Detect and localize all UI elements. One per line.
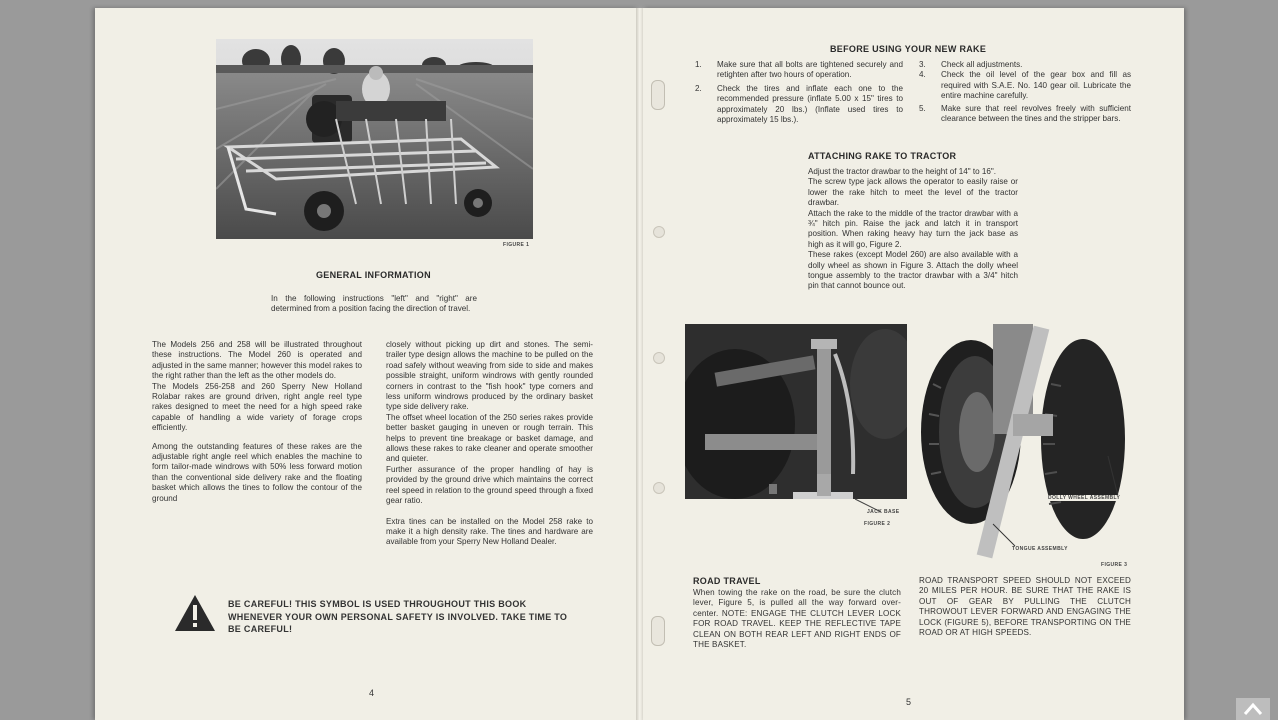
attach-paragraph-4: These rakes (except Model 260) are also available with a dolly wheel as shown in Figure 3. Attach the dolly wheel tongue assembly to the tractor drawbar with a 3/4" hitch pin that cannot bounce out.: [808, 250, 1018, 291]
dolly-wheel-label: DOLLY WHEEL ASSEMBLY: [1048, 495, 1121, 501]
col2-paragraph-3: Further assurance of the proper handling of hay is provided by the ground drive which maintains the correct reel speed in relation to the ground speed through a fixed gear ratio.: [386, 464, 593, 506]
figure-1-photo: [216, 39, 533, 239]
chevron-up-icon: [1243, 702, 1263, 716]
list-item: 5. Make sure that reel revolves freely with sufficient clearance between the tines and the stripper bars.: [919, 103, 1131, 124]
col2-paragraph-2: The offset wheel location of the 250 series rakes provide better basket gauging in uneven or rough terrain. This helps to prevent tine breakage or basket damage, and allows these rakes to rake cleaner and operate smoother and quieter.: [386, 412, 593, 464]
binder-tab: [651, 80, 665, 110]
figure-2-caption: FIGURE 2: [864, 521, 891, 527]
list-item: 3. Check all adjustments.: [919, 60, 1023, 69]
col1-paragraph-1: The Models 256 and 258 will be illustrated throughout these instructions. The Model 260 is operated and adjusted in the same manner; however this model rakes to the right rather than the left as the other models do.: [152, 340, 362, 381]
col1-paragraph-3: Among the outstanding features of these rakes are the adjustable right angle reel which enables the machine to form tailor-made windrows with 50% less forward motion than the conventional side delivery rake and the floating basket which allows the tines to follow the contour of the ground: [152, 441, 362, 503]
column-2: [386, 340, 593, 548]
attach-paragraph-3: Attach the rake to the middle of the tractor drawbar with a ¾" hitch pin. Raise the jack and latch it in transport position. When raking heavy hay turn the jack base as high as it will go, Figure 2.: [808, 208, 1018, 249]
before-using-heading: BEFORE USING YOUR NEW RAKE: [830, 44, 987, 54]
list-item: 4. Check the oil level of the gear box and fill as required with S.A.E. No. 140 gear oil. Lubricate the entire machine carefully.: [919, 70, 1131, 101]
page-4: [95, 8, 638, 720]
attach-paragraph-2: The screw type jack allows the operator to easily raise or lower the rake hitch to meet the level of the tractor drawbar.: [808, 177, 1018, 208]
general-information-heading: GENERAL INFORMATION: [316, 270, 431, 280]
column-1: [152, 340, 362, 504]
road-paragraph-2: ROAD TRANSPORT SPEED SHOULD NOT EXCEED 20 MILES PER HOUR. BE SURE THAT THE RAKE IS OUT OF GEAR BY PULLING THE CLUTCH THROWOUT LEVER FORWARD AND ENGAGING THE LOCK (FIGURE 5), BEFORE TRANSPORTING ON THE ROAD OR AT HIGH SPEEDS.: [919, 576, 1131, 638]
list-item: 2. Check the tires and inflate each one to the recommended pressure (inflate 5.00 x 15" tires to approximately 20 lbs.) (Inflate used tires to approximately 15 lbs.).: [695, 83, 903, 125]
scroll-to-top-button[interactable]: [1236, 698, 1270, 720]
col2-paragraph-1: closely without picking up dirt and stones. The semi-trailer type design allows the machine to be pulled on the road safely without weaving from side to side and makes possible straight, uniform windrows with gently rounded corners in contrast to the "fish hook" type corners and less uniform windrows produced by the ordinary basket type side delivery rake.: [386, 340, 593, 412]
list-item: 1. Make sure that all bolts are tightened securely and retighten after two hours of operation.: [695, 60, 903, 80]
figure-3-photo: [913, 324, 1135, 560]
before-using-list-right: [919, 60, 1131, 124]
binder-hole: [653, 226, 665, 238]
warning-triangle-icon: [174, 594, 216, 637]
figure-2-photo: [685, 324, 907, 524]
figure-3-caption: FIGURE 3: [1101, 562, 1128, 568]
attaching-column: [808, 167, 1018, 292]
binder-tab: [651, 616, 665, 646]
jack-base-label: JACK BASE: [867, 509, 900, 515]
binder-hole: [653, 352, 665, 364]
col2-paragraph-4: Extra tines can be installed on the Model 258 rake to make it a high density rake. The tines and hardware are available from your Sperry New Holland Dealer.: [386, 516, 593, 547]
figure-1-caption: FIGURE 1: [503, 242, 530, 248]
page-number-4: 4: [369, 688, 375, 698]
attach-paragraph-1: Adjust the tractor drawbar to the height of 14" to 16".: [808, 167, 996, 176]
road-travel-heading: ROAD TRAVEL: [693, 576, 761, 586]
before-using-list-left: [695, 60, 903, 125]
intro-paragraph: In the following instructions "left" and "right" are determined from a position facing the direction of travel.: [271, 294, 477, 314]
page-number-5: 5: [906, 697, 912, 707]
attaching-rake-heading: ATTACHING RAKE TO TRACTOR: [808, 151, 957, 161]
tongue-assembly-label: TONGUE ASSEMBLY: [1012, 546, 1068, 552]
binder-hole: [653, 482, 665, 494]
safety-warning-text: BE CAREFUL! THIS SYMBOL IS USED THROUGHOUT THIS BOOK WHENEVER YOUR OWN PERSONAL SAFETY IS INVOLVED. TAKE TIME TO BE CAREFUL!: [228, 599, 568, 634]
col1-paragraph-2: The Models 256-258 and 260 Sperry New Holland Rolabar rakes are ground driven, right angle reel type rakes designed to meet the need for a high speed rake capable of handling a wide variety of forage crops efficiently.: [152, 381, 362, 433]
road-paragraph-1: When towing the rake on the road, be sure the clutch lever, Figure 5, is pulled all the way forward over-center. NOTE: ENGAGE THE CLUTCH LEVER LOCK FOR ROAD TRAVEL. KEEP THE REFLECTIVE TAPE CLEAN ON BOTH REAR LEFT AND RIGHT ENDS OF THE BASKET.: [693, 588, 901, 650]
page-5: [643, 8, 1184, 720]
